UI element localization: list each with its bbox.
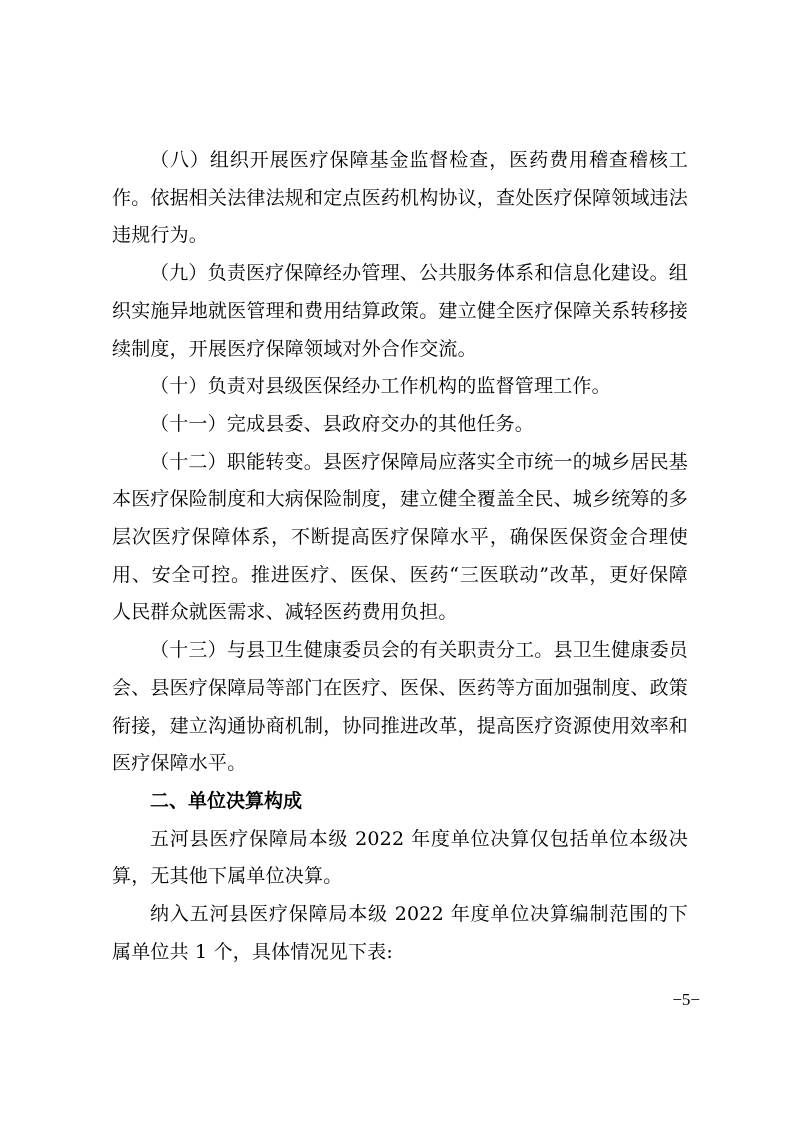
paragraph-10: （十）负责对县级医保经办工作机构的监督管理工作。	[150, 375, 611, 398]
section-heading: 二、单位决算构成	[150, 789, 303, 812]
section-paragraph-1: 五河县医疗保障局本级 2022 年度单位决算仅包括单位本级决算，无其他下属单位决算。	[112, 827, 688, 888]
body-text	[112, 142, 688, 971]
paragraph-9: （九）负责医疗保障经办管理、公共服务体系和信息化建设。组织实施异地就医管理和费用结算政策。建立健全医疗保障关系转移接续制度，开展医疗保障领域对外合作交流。	[112, 262, 689, 360]
paragraph-12: （十二）职能转变。县医疗保障局应落实全市统一的城乡居民基本医疗保险制度和大病保险制度，建立健全覆盖全民、城乡统筹的多层次医疗保障体系，不断提高医疗保障水平，确保医保资金合理使用、安全可控。推进医疗、医保、医药“三医联动”改革，更好保障人民群众就医需求、减轻医药费用负担。	[112, 450, 689, 624]
paragraph-11: （十一）完成县委、县政府交办的其他任务。	[150, 412, 535, 435]
page-number: −5−	[672, 990, 700, 1009]
section-paragraph-2: 纳入五河县医疗保障局本级 2022 年度单位决算编制范围的下属单位共 1 个，具体情况见下表:	[112, 903, 688, 963]
paragraph-8: （八）组织开展医疗保障基金监督检查，医药费用稽查稽核工作。依据相关法律法规和定点医药机构协议，查处医疗保障领域违法违规行为。	[112, 149, 689, 247]
paragraph-13: （十三）与县卫生健康委员会的有关职责分工。县卫生健康委员会、县医疗保障局等部门在医疗、医保、医药等方面加强制度、政策衔接，建立沟通协商机制，协同推进改革，提高医疗资源使用效率和医疗保障水平。	[112, 639, 689, 775]
